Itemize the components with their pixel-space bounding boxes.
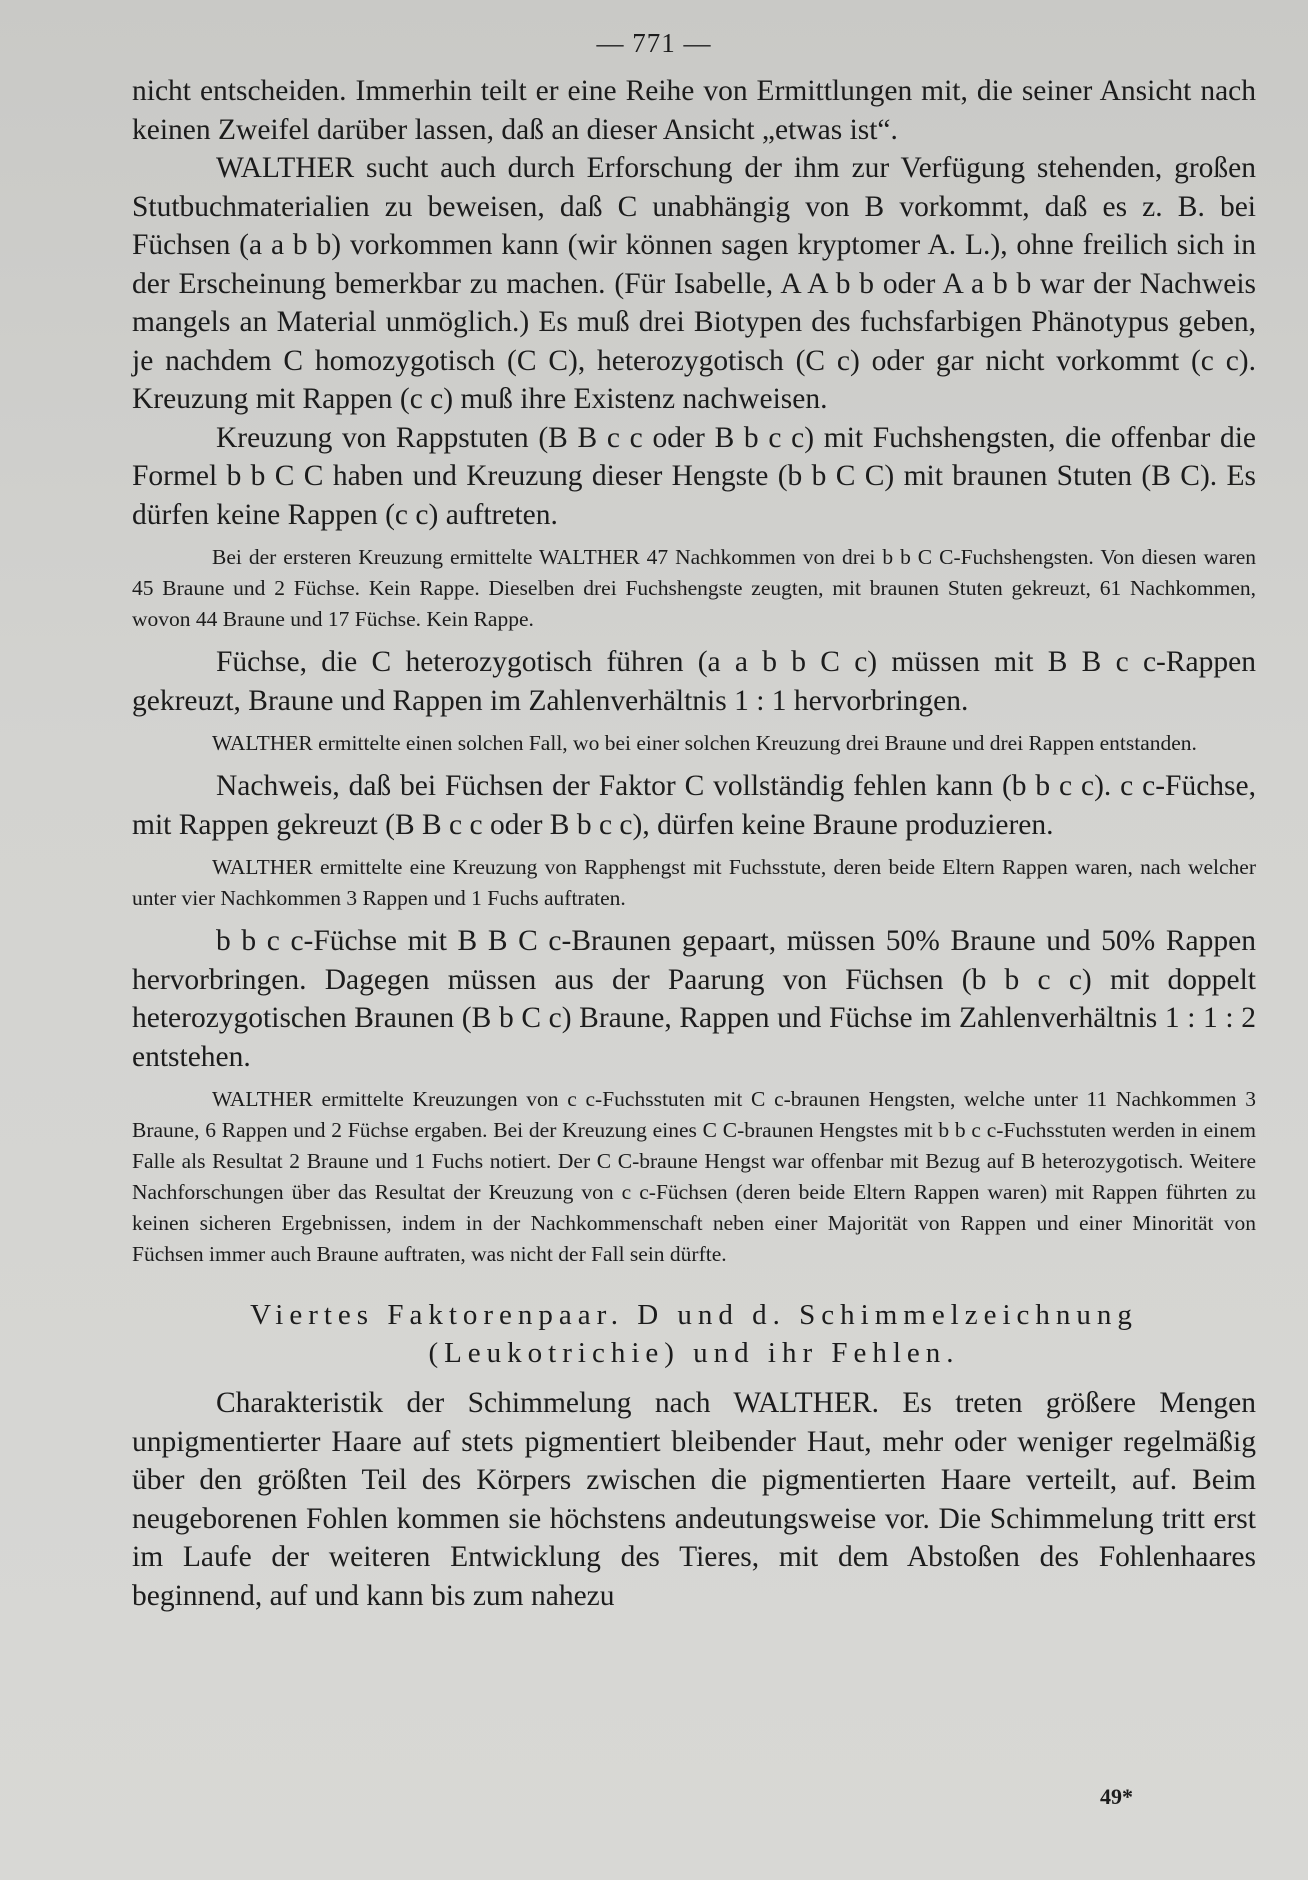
paragraph: Nachweis, daß bei Füchsen der Faktor C vollständig fehlen kann (b b c c). c c-Füchse, mit Rappen gekreuzt (B B c c oder B b c c), dürfen keine Braune produzieren. — [132, 770, 1256, 841]
paragraph: WALTHER sucht auch durch Erforschung der ihm zur Verfügung stehenden, großen Stutbuchmaterialien zu beweisen, daß C unabhängig von B vorkommt, daß es z. B. bei Füchsen (a a b b) vorkommen kann (wir können sagen kryptomer A. L.), ohne freilich sich in der Erscheinung bemerkbar zu machen. (Für Isabelle, A A b b oder A a b b war der Nachweis mangels an Material unmöglich.) Es muß drei Biotypen des fuchsfarbigen Phänotypus geben, je nachdem C homozygotisch (C C), heterozygotisch (C c) oder gar nicht vorkommt (c c). Kreuzung mit Rappen (c c) muß ihre Existenz nachweisen. — [132, 152, 1256, 415]
paragraph: Füchse, die C heterozygotisch führen (a a b b C c) müssen mit B B c c-Rappen gekreuzt, Braune und Rappen im Zahlenverhältnis 1 : 1 hervorbringen. — [132, 646, 1256, 717]
small-print-note: WALTHER ermittelte Kreuzungen von c c-Fuchsstuten mit C c-braunen Hengsten, welche unter 11 Nachkommen 3 Braune, 6 Rappen und 2 Füchse ergaben. Bei der Kreuzung eines C C-braunen Hengstes mit b b c c-Fuchsstuten werden in einem Falle als Resultat 2 Braune und 1 Fuchs notiert. Der C C-braune Hengst war offenbar mit Bezug auf B heterozygotisch. Weitere Nachforschungen über das Resultat der Kreuzung von c c-Füchsen (deren beide Eltern Rappen waren) mit Rappen führten zu keinen sicheren Ergebnissen, indem in der Nachkommenschaft neben einer Majorität von Rappen und einer Minorität von Füchsen immer auch Braune auftraten, was nicht der Fall sein dürfte. — [132, 1087, 1256, 1266]
small-print-note: WALTHER ermittelte einen solchen Fall, wo bei einer solchen Kreuzung drei Braune und drei Rappen entstanden. — [212, 731, 1197, 755]
page-content — [132, 72, 1256, 1615]
page-number: — 771 — — [596, 28, 712, 58]
paragraph: Charakteristik der Schimmelung nach WALTHER. Es treten größere Mengen unpigmentierter Haare auf stets pigmentiert bleibender Haut, mehr oder weniger regelmäßig über den größten Teil des Körpers zwischen die pigmentierten Haare verteilt, auf. Beim neugeborenen Fohlen kommen sie höchstens andeutungsweise vor. Die Schimmelung tritt erst im Laufe der weiteren Entwicklung des Tieres, mit dem Abstoßen des Fohlenhaares beginnend, auf und kann bis zum nahezu — [132, 1387, 1256, 1612]
section-heading — [132, 1296, 1256, 1372]
section-heading-line: (Leukotrichie) und ihr Fehlen. — [428, 1337, 960, 1369]
section-heading-line: Viertes Faktorenpaar. D und d. Schimmelzeichnung — [250, 1299, 1138, 1331]
small-print-note: Bei der ersteren Kreuzung ermittelte WALTHER 47 Nachkommen von drei b b C C-Fuchshengsten. Von diesen waren 45 Braune und 2 Füchse. Kein Rappe. Dieselben drei Fuchshengste zeugten, mit braunen Stuten gekreuzt, 61 Nachkommen, wovon 44 Braune und 17 Füchse. Kein Rappe. — [132, 545, 1256, 631]
paragraph: b b c c-Füchse mit B B C c-Braunen gepaart, müssen 50% Braune und 50% Rappen hervorbringen. Dagegen müssen aus der Paarung von Füchsen (b b c c) mit doppelt heterozygotischen Braunen (B b C c) Braune, Rappen und Füchse im Zahlenverhältnis 1 : 1 : 2 entstehen. — [132, 925, 1256, 1073]
small-print-note: WALTHER ermittelte eine Kreuzung von Rapphengst mit Fuchsstute, deren beide Eltern Rappen waren, nach welcher unter vier Nachkommen 3 Rappen und 1 Fuchs auftraten. — [132, 855, 1256, 910]
paragraph: Kreuzung von Rappstuten (B B c c oder B b c c) mit Fuchshengsten, die offenbar die Formel b b C C haben und Kreuzung dieser Hengste (b b C C) mit braunen Stuten (B C). Es dürfen keine Rappen (c c) auftreten. — [132, 421, 1256, 531]
paragraph: nicht entscheiden. Immerhin teilt er eine Reihe von Ermittlungen mit, die seiner Ansicht nach keinen Zweifel darüber lassen, daß an dieser Ansicht „etwas ist“. — [132, 75, 1256, 146]
signature-mark: 49* — [1100, 1784, 1133, 1809]
